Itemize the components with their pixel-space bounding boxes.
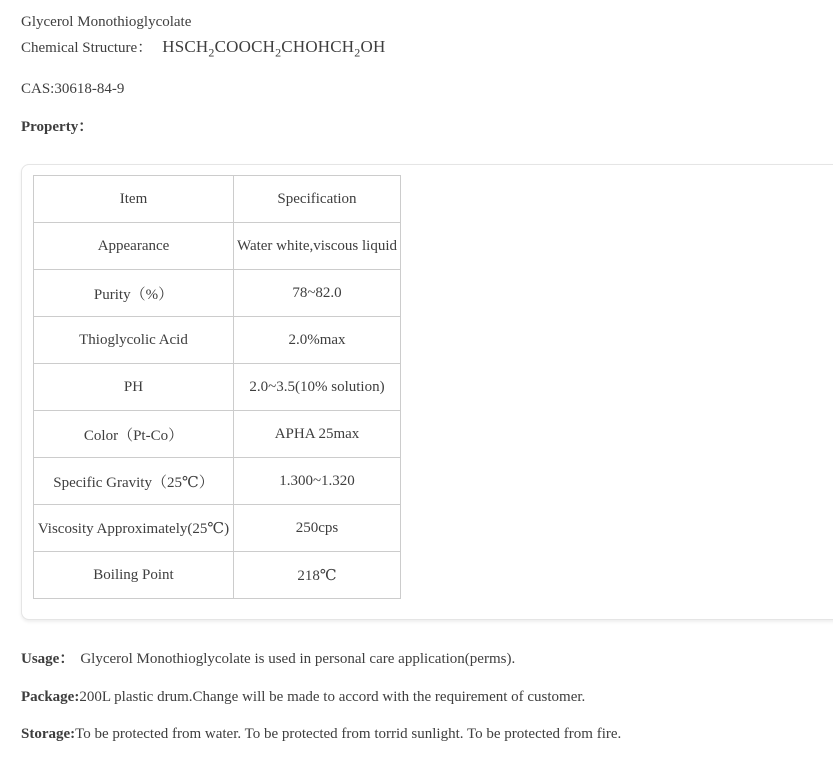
- specification-panel: [21, 164, 833, 620]
- chemical-formula: $HSCH_2COOCH_2CHOHCH_2OH$: [162, 37, 386, 60]
- storage-label: Storage:: [21, 726, 76, 742]
- spec-cell: Water white,viscous liquid: [234, 223, 401, 270]
- spec-cell: 218℃: [234, 552, 401, 599]
- column-header-specification: Specification: [234, 176, 401, 223]
- table-row: [34, 411, 401, 458]
- spec-cell: 78~82.0: [234, 270, 401, 317]
- spec-cell: 250cps: [234, 505, 401, 552]
- table-row: [34, 552, 401, 599]
- table-row: [34, 270, 401, 317]
- table-header-row: [34, 176, 401, 223]
- spec-cell: 1.300~1.320: [234, 458, 401, 505]
- item-cell: Purity（%）: [34, 270, 234, 317]
- item-cell: Boiling Point: [34, 552, 234, 599]
- table-row: [34, 458, 401, 505]
- page-title: Glycerol Monothioglycolate: [21, 14, 192, 30]
- usage-label: Usage：: [21, 651, 75, 667]
- table-row: [34, 317, 401, 364]
- table-row: [34, 505, 401, 552]
- spec-table: [33, 175, 401, 599]
- table-row: [34, 364, 401, 411]
- usage-paragraph: [21, 650, 833, 668]
- item-cell: Specific Gravity（25℃）: [34, 458, 234, 505]
- package-text: 200L plastic drum.Change will be made to accord with the requirement of customer.: [79, 689, 586, 705]
- item-cell: Viscosity Approximately(25℃): [34, 505, 234, 552]
- package-label: Package:: [21, 689, 80, 705]
- chemical-structure-label: Chemical Structure：: [21, 40, 153, 56]
- package-paragraph: [21, 688, 833, 706]
- item-cell: Thioglycolic Acid: [34, 317, 234, 364]
- storage-paragraph: [21, 725, 833, 743]
- spec-cell: 2.0%max: [234, 317, 401, 364]
- usage-text: Glycerol Monothioglycolate is used in personal care application(perms).: [80, 651, 516, 667]
- item-cell: Color（Pt-Co）: [34, 411, 234, 458]
- storage-text: To be protected from water. To be protected from torrid sunlight. To be protected from fire.: [75, 726, 622, 742]
- spec-cell: APHA 25max: [234, 411, 401, 458]
- table-row: [34, 223, 401, 270]
- cas-number: CAS:30618-84-9: [21, 81, 125, 97]
- item-cell: PH: [34, 364, 234, 411]
- property-heading: Property：: [21, 119, 94, 135]
- chemical-structure-line: [21, 36, 833, 59]
- item-cell: Appearance: [34, 223, 234, 270]
- spec-cell: 2.0~3.5(10% solution): [234, 364, 401, 411]
- column-header-item: Item: [34, 176, 234, 223]
